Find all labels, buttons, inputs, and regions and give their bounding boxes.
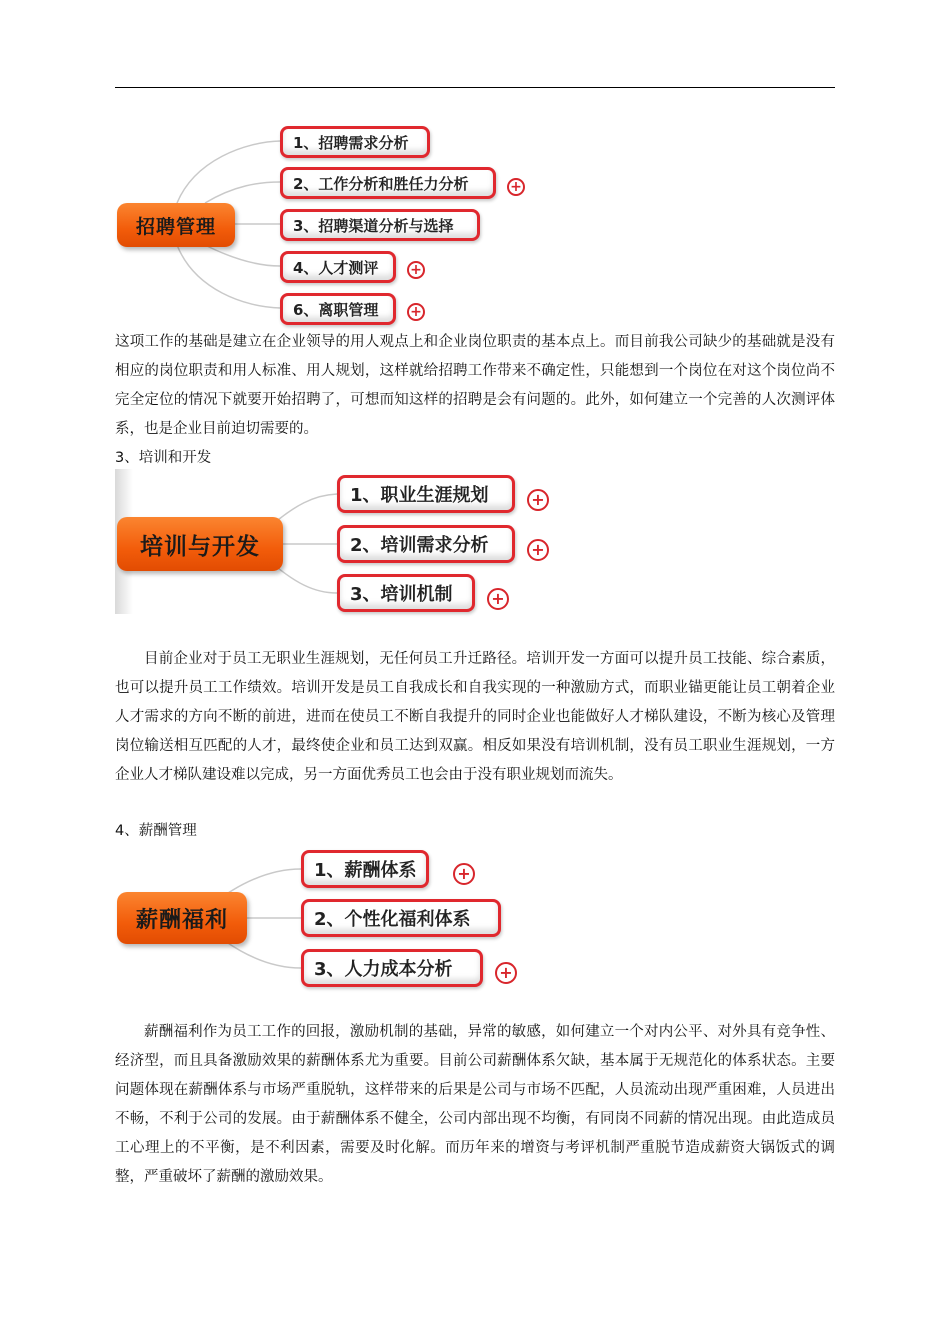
mindmap-node-talent-assessment[interactable]: 4、人才测评 (280, 251, 396, 283)
mindmap-node-salary-system[interactable]: 1、薪酬体系 (301, 850, 429, 888)
mindmap-root: 薪酬福利 (117, 892, 247, 944)
mindmap-node-career-planning[interactable]: 1、职业生涯规划 (337, 475, 515, 513)
mindmap-root: 培训与开发 (117, 517, 283, 571)
plus-circle-icon[interactable]: + (527, 539, 549, 561)
plus-circle-icon[interactable]: + (453, 863, 475, 885)
mindmap-node-training-needs[interactable]: 2、培训需求分析 (337, 525, 515, 563)
mindmap-node-resignation[interactable]: 6、离职管理 (280, 293, 396, 325)
mindmap-node-recruitment-channels[interactable]: 3、招聘渠道分析与选择 (280, 209, 480, 241)
mindmap-node-training-mechanism[interactable]: 3、培训机制 (337, 574, 475, 612)
heading-training: 3、培训和开发 (115, 450, 212, 466)
header-rule (115, 87, 835, 88)
mindmap-training (115, 469, 565, 614)
heading-salary: 4、薪酬管理 (115, 823, 197, 839)
plus-circle-icon[interactable]: + (487, 588, 509, 610)
mindmap-node-personalized-benefits[interactable]: 2、个性化福利体系 (301, 899, 501, 937)
paragraph-salary: 薪酬福利作为员工工作的回报，激励机制的基础，异常的敏感，如何建立一个对内公平、对外具有竞争性、经济型，而且具备激励效果的薪酬体系尤为重要。目前公司薪酬体系欠缺，基本属于无规范化的体系状态。主要问题体现在薪酬体系与市场严重脱轨，这样带来的后果是公司与市场不匹配，人员流动出现严重困难，人员进出不畅，不利于公司的发展。由于薪酬体系不健全，公司内部出现不均衡，有同岗不同薪的情况出现。由此造成员工心理上的不平衡，是不利因素，需要及时化解。而历年来的增资与考评机制严重脱节造成薪资大锅饭式的调整，严重破坏了薪酬的激励效果。 (115, 1024, 835, 1185)
plus-circle-icon[interactable]: + (495, 962, 517, 984)
paragraph-recruitment: 这项工作的基础是建立在企业领导的用人观点上和企业岗位职责的基本点上。而目前我公司缺少的基础就是没有相应的岗位职责和用人标准、用人规划，这样就给招聘工作带来不确定性，只能想到一个岗位在对这个岗位尚不完全定位的情况下就要开始招聘了，可想而知这样的招聘是会有问题的。此外，如何建立一个完善的人次测评体系，也是企业目前迫切需要的。 (115, 334, 835, 437)
mindmap-node-job-analysis[interactable]: 2、工作分析和胜任力分析 (280, 167, 496, 199)
plus-circle-icon[interactable]: + (407, 303, 425, 321)
mindmap-node-recruitment-needs[interactable]: 1、招聘需求分析 (280, 126, 430, 158)
mindmap-root: 招聘管理 (117, 203, 235, 247)
plus-circle-icon[interactable]: + (407, 261, 425, 279)
paragraph-training: 目前企业对于员工无职业生涯规划，无任何员工升迁路径。培训开发一方面可以提升员工技能、综合素质，也可以提升员工工作绩效。培训开发是员工自我成长和自我实现的一种激励方式，而职业锚更能让员工朝着企业人才需求的方向不断的前进，进而在使员工不断自我提升的同时企业也能做好人才梯队建设，不断为核心及管理岗位输送相互匹配的人才，最终使企业和员工达到双赢。相反如果没有培训机制，没有员工职业生涯规划，一方企业人才梯队建设难以完成，另一方面优秀员工也会由于没有职业规划而流失。 (115, 651, 835, 783)
plus-circle-icon[interactable]: + (527, 489, 549, 511)
mindmap-recruitment (115, 120, 535, 330)
plus-circle-icon[interactable]: + (507, 178, 525, 196)
mindmap-salary (115, 845, 535, 995)
mindmap-node-labor-cost[interactable]: 3、人力成本分析 (301, 949, 483, 987)
